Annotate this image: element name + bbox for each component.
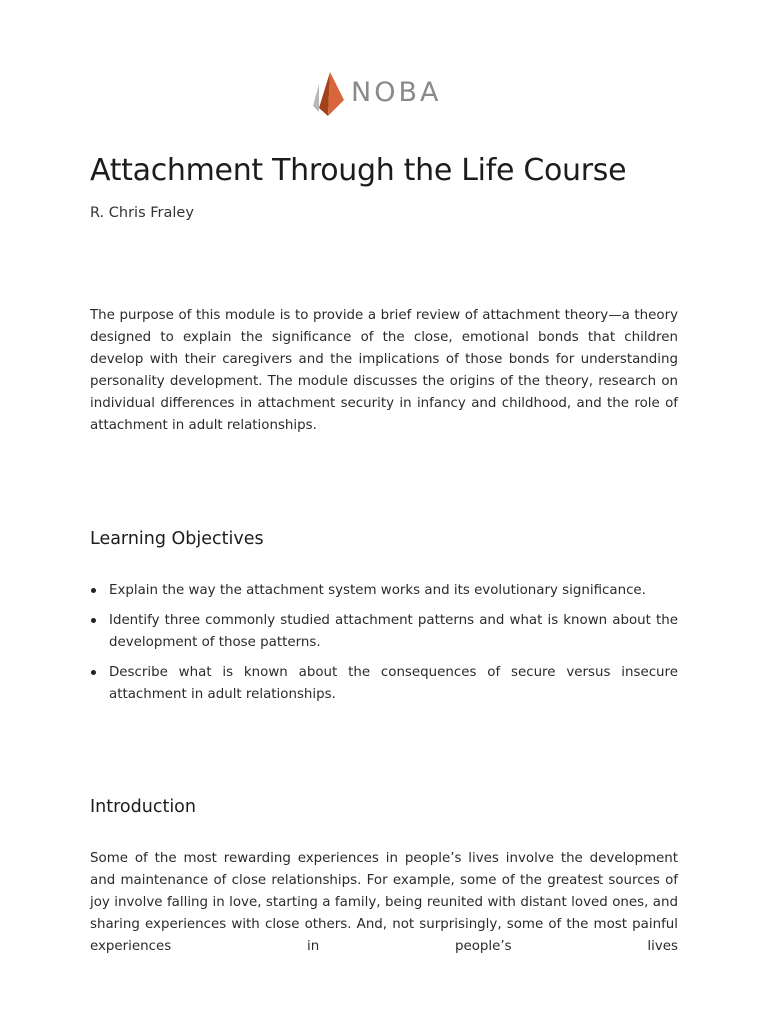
learning-objectives-list xyxy=(90,580,678,714)
introduction-heading: Introduction xyxy=(90,797,196,817)
bullet-icon xyxy=(91,588,96,593)
list-item xyxy=(90,662,678,706)
abstract-paragraph: The purpose of this module is to provide a brief review of attachment theory—a theory designed to explain the significance of the close, emotional bonds that children develop with their caregivers and the implications of those bonds for understanding personality development. The module discusses the origins of the theory, research on individual differences in attachment security in infancy and childhood, and the role of attachment in adult relationships. xyxy=(90,308,678,433)
bullet-icon xyxy=(91,670,96,675)
noba-logo-mark-icon xyxy=(313,70,345,116)
objective-text: Identify three commonly studied attachment patterns and what is known about the development of those patterns. xyxy=(109,613,678,650)
list-item xyxy=(90,610,678,654)
introduction-paragraph: Some of the most rewarding experiences in people’s lives involve the development and maintenance of close relationships. For example, some of the greatest sources of joy involve falling in love, starting a family, being reunited with distant loved ones, and sharing experiences with close others. And, not surprisingly, some of the most painful experiences in people’s lives xyxy=(90,851,678,954)
learning-objectives-heading: Learning Objectives xyxy=(90,529,264,549)
list-item xyxy=(90,580,678,602)
document-title: Attachment Through the Life Course xyxy=(90,153,627,188)
bullet-icon xyxy=(91,618,96,623)
noba-logo xyxy=(313,70,441,116)
logo-text: NOBA xyxy=(351,77,442,108)
document-author: R. Chris Fraley xyxy=(90,205,194,221)
objective-text: Describe what is known about the consequences of secure versus insecure attachment in adult relationships. xyxy=(109,665,678,702)
objective-text: Explain the way the attachment system works and its evolutionary significance. xyxy=(109,583,646,598)
